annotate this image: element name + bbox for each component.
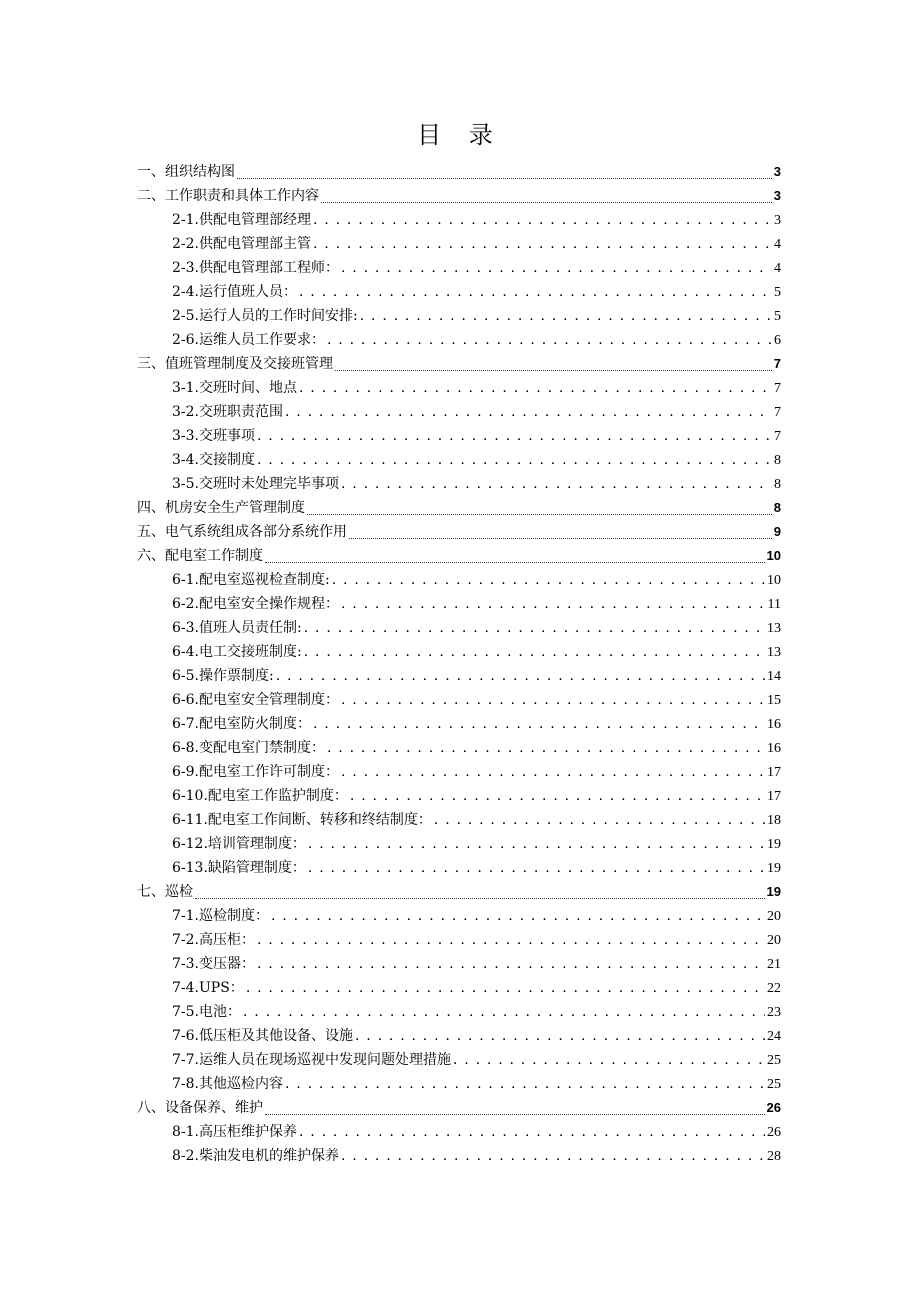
- toc-entry-section[interactable]: [137, 496, 781, 520]
- toc-dot-leader: [299, 1120, 765, 1144]
- toc-entry-subsection[interactable]: [137, 400, 781, 424]
- toc-entry-subsection[interactable]: [137, 904, 781, 928]
- toc-entry-title: 6-11.配电室工作间断、转移和终结制度：: [172, 812, 432, 828]
- toc-entry-title: 7-5.电池：: [172, 1004, 241, 1020]
- toc-entry-subsection[interactable]: [137, 808, 781, 832]
- toc-entry-subsection[interactable]: [137, 328, 781, 352]
- toc-title: 目 录: [417, 121, 503, 149]
- toc-entry-title: 3-2.交班职责范围: [172, 404, 283, 420]
- toc-entry-section[interactable]: [137, 1096, 781, 1120]
- toc-entry-title: 6-9.配电室工作许可制度：: [172, 764, 339, 780]
- toc-entry-title: 7-1.巡检制度：: [172, 908, 269, 924]
- toc-entry-title: 2-2.供配电管理部主管: [172, 236, 311, 252]
- toc-entry-title: 6-5.操作票制度:: [172, 668, 274, 684]
- toc-entry-subsection[interactable]: [137, 640, 781, 664]
- toc-entry-title: 7-4.UPS：: [172, 980, 244, 996]
- toc-page-number: 3: [773, 164, 781, 179]
- toc-page-number: 17: [767, 765, 781, 780]
- toc-page-number: 19: [766, 884, 781, 899]
- toc-entry-title: 6-13.缺陷管理制度：: [172, 860, 306, 876]
- toc-page-number: 26: [767, 1125, 781, 1140]
- toc-dot-leader: [341, 472, 772, 496]
- toc-entry-subsection[interactable]: [137, 1000, 781, 1024]
- toc-entry-title: 7-8.其他巡检内容: [172, 1076, 283, 1092]
- toc-dot-leader: [350, 784, 765, 808]
- toc-dot-leader: [265, 562, 765, 563]
- toc-dot-leader: [257, 928, 765, 952]
- toc-entry-subsection[interactable]: [137, 568, 781, 592]
- toc-page-number: 10: [766, 548, 781, 563]
- toc-dot-leader: [257, 424, 772, 448]
- toc-page-number: 22: [767, 981, 781, 996]
- toc-page-number: 13: [767, 621, 781, 636]
- toc-page-number: 6: [774, 333, 781, 348]
- toc-entry-section[interactable]: [137, 880, 781, 904]
- toc-page-number: 8: [774, 453, 781, 468]
- toc-entry-title: 8-1.高压柜维护保养: [172, 1124, 297, 1140]
- toc-dot-leader: [335, 370, 772, 371]
- toc-page-number: 25: [767, 1053, 781, 1068]
- toc-page-number: 7: [774, 381, 781, 396]
- toc-page-number: 5: [774, 309, 781, 324]
- toc-entry-title: 7-6.低压柜及其他设备、设施: [172, 1028, 353, 1044]
- toc-dot-leader: [237, 178, 772, 179]
- toc-dot-leader: [307, 514, 772, 515]
- toc-page-number: 7: [773, 356, 781, 371]
- toc-dot-leader: [434, 808, 765, 832]
- toc-entry-subsection[interactable]: [137, 712, 781, 736]
- toc-entry-title: 3-4.交接制度: [172, 452, 255, 468]
- toc-dot-leader: [308, 832, 765, 856]
- toc-entry-title: 五、电气系统组成各部分系统作用: [137, 524, 347, 540]
- toc-dot-leader: [349, 538, 772, 539]
- toc-entry-title: 2-1.供配电管理部经理: [172, 212, 311, 228]
- toc-page-number: 4: [774, 261, 781, 276]
- toc-page-number: 28: [767, 1149, 781, 1164]
- toc-dot-leader: [327, 328, 772, 352]
- toc-entry-subsection[interactable]: [137, 208, 781, 232]
- toc-dot-leader: [308, 856, 765, 880]
- toc-page-number: 20: [767, 909, 781, 924]
- toc-page-number: 4: [774, 237, 781, 252]
- toc-entry-title: 6-4.电工交接班制度:: [172, 644, 302, 660]
- toc-entry-subsection[interactable]: [137, 256, 781, 280]
- toc-dot-leader: [257, 448, 772, 472]
- toc-dot-leader: [453, 1048, 765, 1072]
- toc-dot-leader: [271, 904, 765, 928]
- toc-dot-leader: [299, 376, 772, 400]
- toc-page-number: 3: [774, 213, 781, 228]
- toc-entry-section[interactable]: [137, 160, 781, 184]
- toc-entry-subsection[interactable]: [137, 784, 781, 808]
- toc-page-number: 16: [767, 717, 781, 732]
- toc-entry-title: 3-3.交班事项: [172, 428, 255, 444]
- toc-page-number: 16: [767, 741, 781, 756]
- toc-entry-subsection[interactable]: [137, 832, 781, 856]
- toc-dot-leader: [246, 976, 765, 1000]
- toc-entry-title: 二、工作职责和具体工作内容: [137, 188, 319, 204]
- toc-dot-leader: [327, 736, 765, 760]
- toc-page-number: 3: [773, 188, 781, 203]
- toc-entry-title: 2-3.供配电管理部工程师：: [172, 260, 339, 276]
- toc-entry-subsection[interactable]: [137, 760, 781, 784]
- toc-entry-title: 6-6.配电室安全管理制度：: [172, 692, 339, 708]
- toc-entry-title: 6-12.培训管理制度：: [172, 836, 306, 852]
- toc-dot-leader: [195, 898, 765, 899]
- toc-page-number: 19: [767, 837, 781, 852]
- toc-entry-subsection[interactable]: [137, 472, 781, 496]
- toc-dot-leader: [276, 664, 765, 688]
- toc-page-number: 14: [767, 669, 781, 684]
- toc-entry-section[interactable]: [137, 352, 781, 376]
- toc-list: [137, 160, 781, 1168]
- toc-entry-title: 7-7.运维人员在现场巡视中发现问题处理措施: [172, 1052, 451, 1068]
- toc-dot-leader: [285, 400, 772, 424]
- toc-entry-subsection[interactable]: [137, 952, 781, 976]
- toc-dot-leader: [360, 304, 772, 328]
- toc-entry-title: 2-5.运行人员的工作时间安排:: [172, 308, 358, 324]
- toc-entry-title: 八、设备保养、维护: [137, 1100, 263, 1116]
- toc-entry-title: 六、配电室工作制度: [137, 548, 263, 564]
- toc-entry-title: 6-1.配电室巡视检查制度:: [172, 572, 330, 588]
- toc-entry-subsection[interactable]: [137, 448, 781, 472]
- toc-entry-subsection[interactable]: [137, 976, 781, 1000]
- toc-dot-leader: [341, 688, 765, 712]
- toc-entry-subsection[interactable]: [137, 688, 781, 712]
- toc-dot-leader: [321, 202, 772, 203]
- toc-dot-leader: [299, 280, 772, 304]
- toc-entry-subsection[interactable]: [137, 376, 781, 400]
- toc-entry-subsection[interactable]: [137, 232, 781, 256]
- toc-entry-title: 6-2.配电室安全操作规程：: [172, 596, 339, 612]
- toc-entry-section[interactable]: [137, 544, 781, 568]
- toc-page-number: 7: [774, 405, 781, 420]
- toc-entry-subsection[interactable]: [137, 1072, 781, 1096]
- toc-dot-leader: [341, 592, 766, 616]
- toc-page-number: 8: [773, 500, 781, 515]
- toc-dot-leader: [304, 616, 765, 640]
- toc-entry-subsection[interactable]: [137, 856, 781, 880]
- toc-page-number: 20: [767, 933, 781, 948]
- toc-page-number: 13: [767, 645, 781, 660]
- toc-entry-section[interactable]: [137, 184, 781, 208]
- toc-entry-subsection[interactable]: [137, 280, 781, 304]
- toc-dot-leader: [313, 232, 772, 256]
- toc-entry-subsection[interactable]: [137, 736, 781, 760]
- toc-entry-title: 七、巡检: [137, 884, 193, 900]
- toc-entry-subsection[interactable]: [137, 424, 781, 448]
- toc-entry-title: 6-7.配电室防火制度：: [172, 716, 311, 732]
- toc-entry-title: 7-3.变压器：: [172, 956, 255, 972]
- toc-page-number: 9: [773, 524, 781, 539]
- toc-entry-title: 一、组织结构图: [137, 164, 235, 180]
- toc-entry-title: 四、机房安全生产管理制度: [137, 500, 305, 516]
- toc-entry-title: 2-6.运维人员工作要求：: [172, 332, 325, 348]
- toc-entry-subsection[interactable]: [137, 1048, 781, 1072]
- toc-page-number: 19: [767, 861, 781, 876]
- toc-dot-leader: [313, 712, 765, 736]
- toc-page-number: 21: [767, 957, 781, 972]
- toc-dot-leader: [341, 760, 765, 784]
- toc-dot-leader: [257, 952, 765, 976]
- toc-dot-leader: [355, 1024, 765, 1048]
- toc-entry-title: 8-2.柴油发电机的维护保养: [172, 1148, 339, 1164]
- toc-dot-leader: [304, 640, 765, 664]
- toc-page-number: 11: [767, 597, 781, 612]
- toc-entry-subsection[interactable]: [137, 664, 781, 688]
- toc-page-number: 15: [767, 693, 781, 708]
- toc-page-number: 17: [767, 789, 781, 804]
- toc-dot-leader: [313, 208, 772, 232]
- toc-entry-title: 3-1.交班时间、地点: [172, 380, 297, 396]
- toc-page-number: 18: [767, 813, 781, 828]
- toc-dot-leader: [285, 1072, 765, 1096]
- toc-entry-title: 6-3.值班人员责任制:: [172, 620, 302, 636]
- toc-entry-subsection[interactable]: [137, 616, 781, 640]
- toc-entry-subsection[interactable]: [137, 1144, 781, 1168]
- toc-entry-subsection[interactable]: [137, 1024, 781, 1048]
- toc-dot-leader: [265, 1114, 765, 1115]
- toc-page-number: 8: [774, 477, 781, 492]
- toc-entry-section[interactable]: [137, 520, 781, 544]
- toc-entry-title: 6-8.变配电室门禁制度：: [172, 740, 325, 756]
- toc-page-number: 26: [766, 1100, 781, 1115]
- toc-dot-leader: [341, 256, 772, 280]
- toc-page-number: 7: [774, 429, 781, 444]
- toc-page-number: 5: [774, 285, 781, 300]
- toc-entry-subsection[interactable]: [137, 928, 781, 952]
- toc-dot-leader: [341, 1144, 765, 1168]
- toc-entry-title: 3-5.交班时未处理完毕事项: [172, 476, 339, 492]
- toc-entry-title: 2-4.运行值班人员：: [172, 284, 297, 300]
- toc-page-number: 25: [767, 1077, 781, 1092]
- toc-entry-subsection[interactable]: [137, 592, 781, 616]
- toc-dot-leader: [243, 1000, 765, 1024]
- toc-page-number: 23: [767, 1005, 781, 1020]
- toc-entry-subsection[interactable]: [137, 304, 781, 328]
- toc-entry-title: 6-10.配电室工作监护制度：: [172, 788, 348, 804]
- toc-entry-title: 三、值班管理制度及交接班管理: [137, 356, 333, 372]
- toc-page-number: 10: [767, 573, 781, 588]
- toc-entry-title: 7-2.高压柜：: [172, 932, 255, 948]
- toc-dot-leader: [332, 568, 765, 592]
- toc-entry-subsection[interactable]: [137, 1120, 781, 1144]
- toc-page-number: 24: [767, 1029, 781, 1044]
